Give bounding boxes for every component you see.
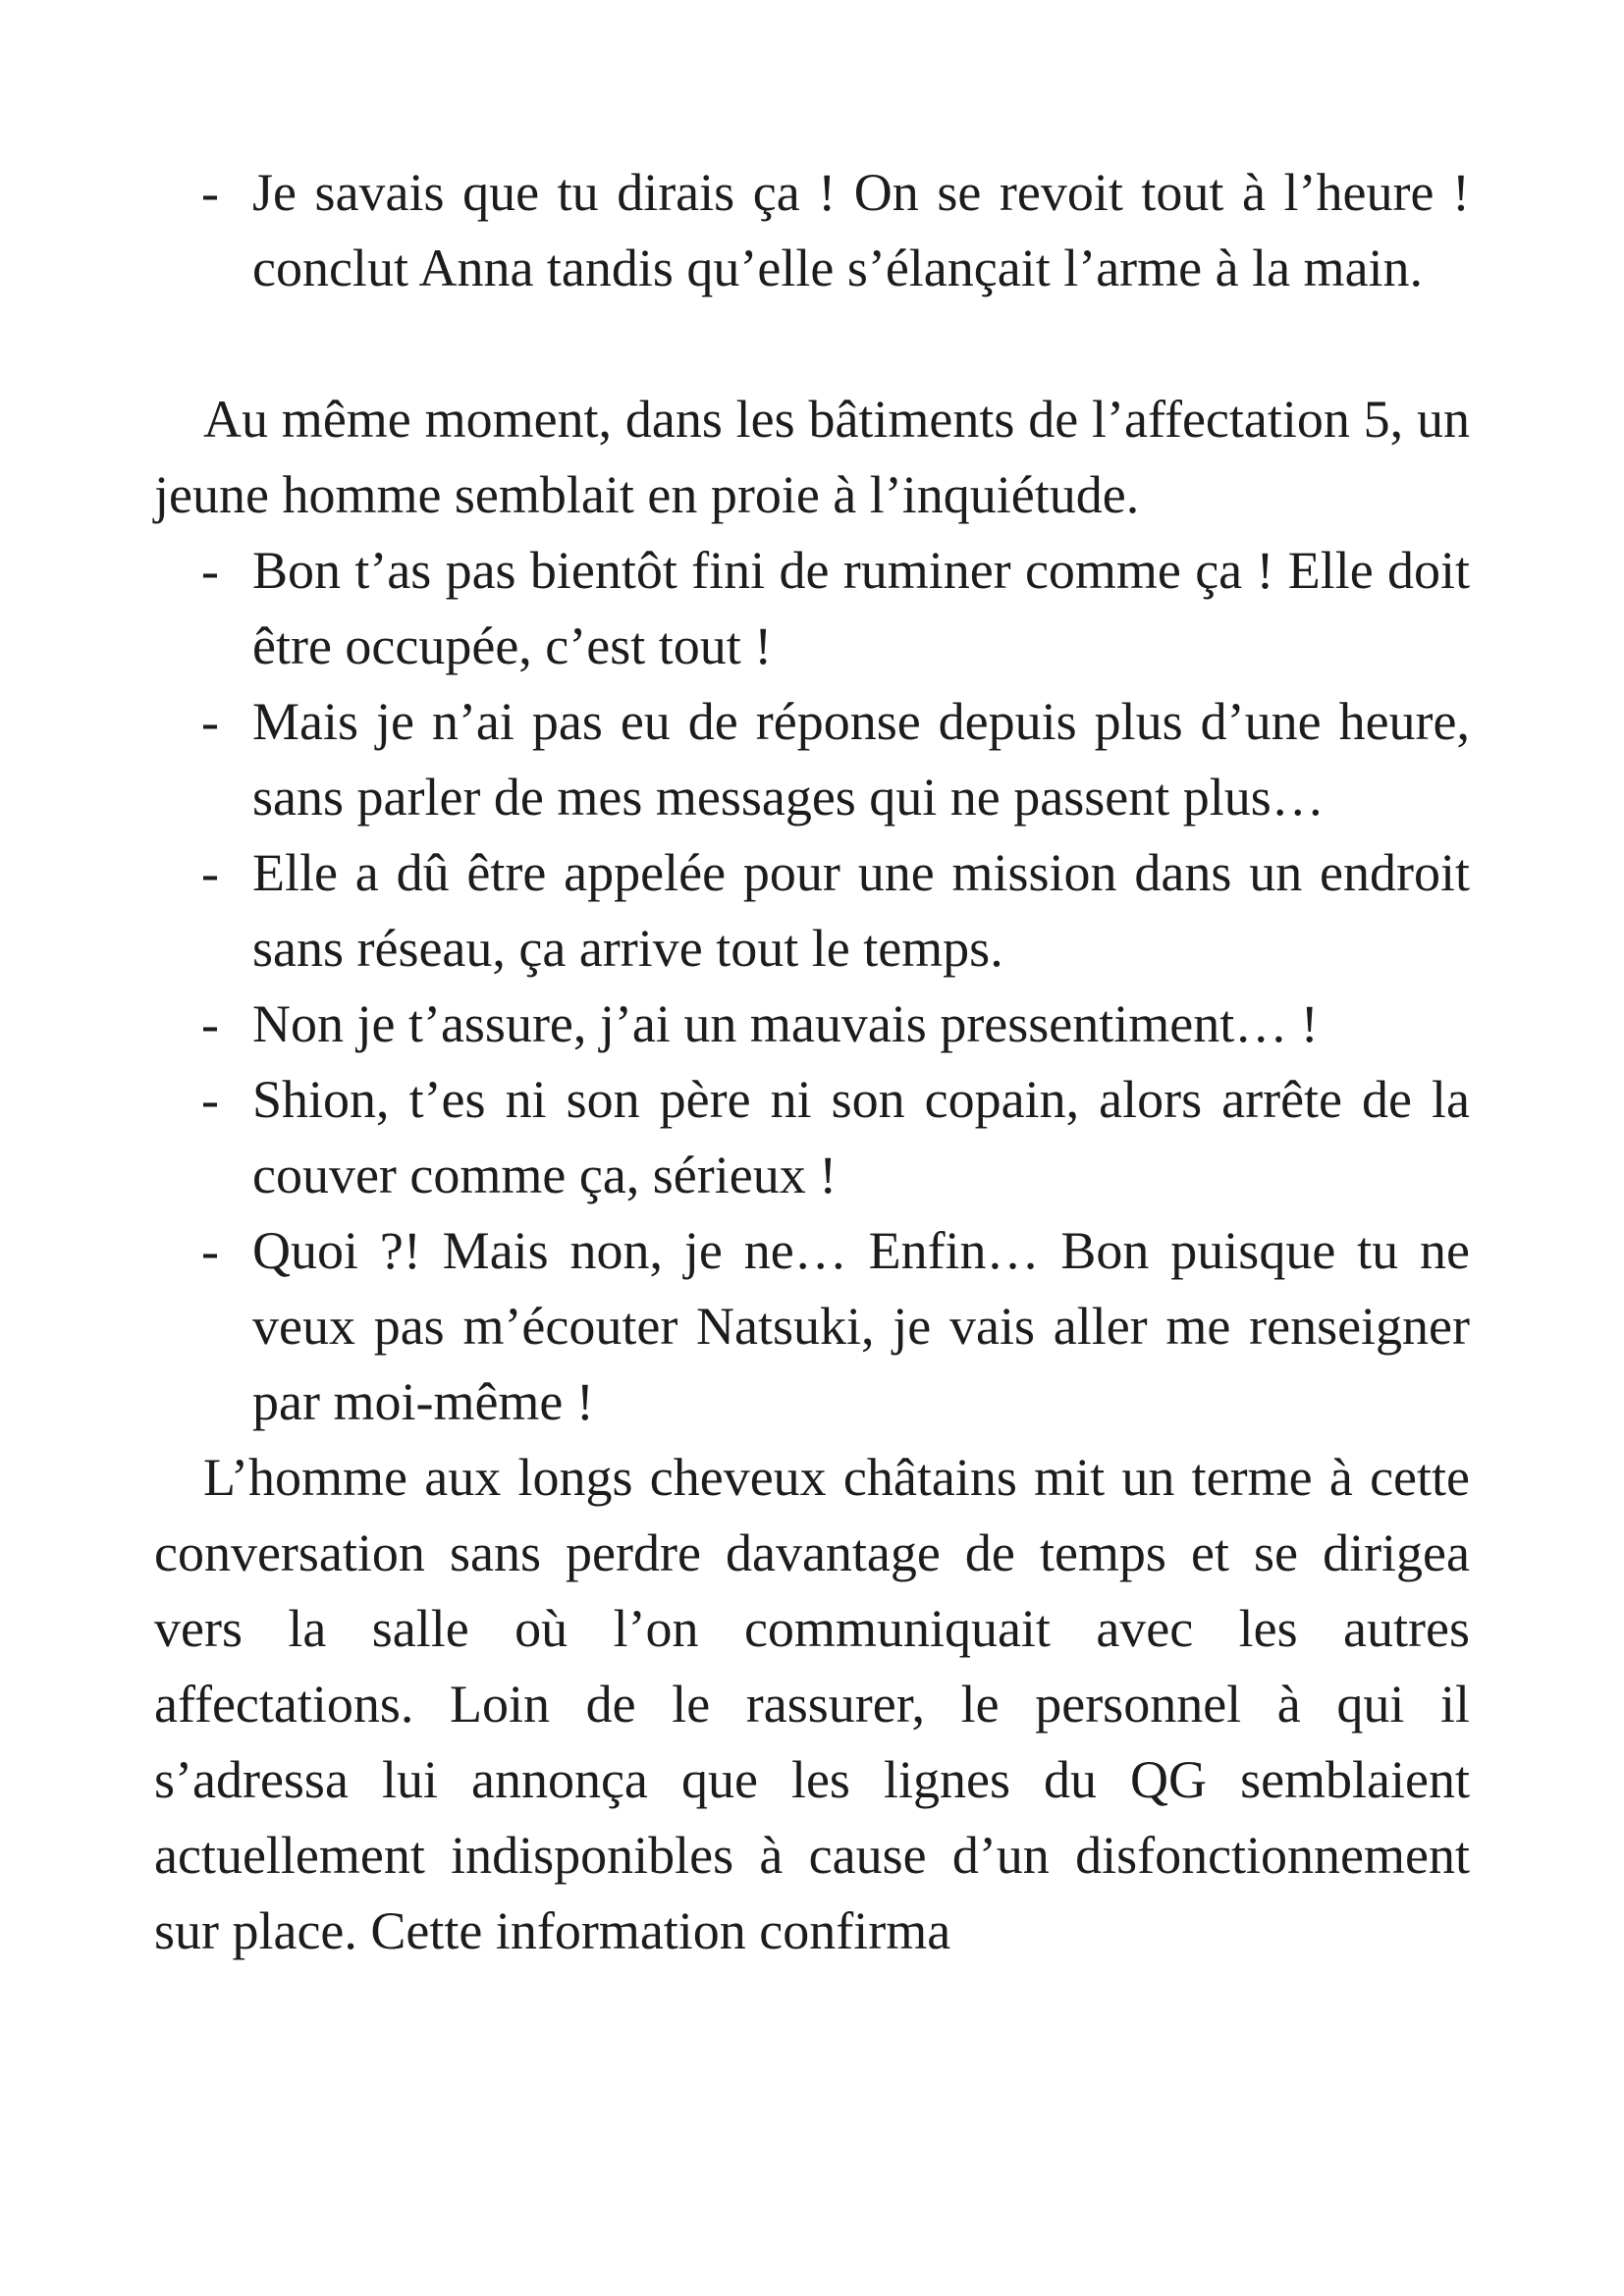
dialogue-text: Je savais que tu dirais ça ! On se revoit tout à l’heure ! conclut Anna tandis qu’elle s’élançait l’arme à la main.: [252, 163, 1470, 297]
dialogue-dash: -: [201, 994, 219, 1053]
dialogue-dash: -: [201, 692, 219, 751]
dialogue-text: Quoi ?! Mais non, je ne… Enfin… Bon puisque tu ne veux pas m’écouter Natsuki, je vais aller me renseigner par moi-même !: [252, 1221, 1470, 1431]
dialogue-text: Mais je n’ai pas eu de réponse depuis plus d’une heure, sans parler de mes messages qui ne passent plus…: [252, 692, 1470, 827]
narrative-paragraph: Au même moment, dans les bâtiments de l’affectation 5, un jeune homme semblait en proie à l’inquiétude.: [154, 390, 1470, 524]
dialogue-line: [154, 1062, 1470, 1213]
dialogue-line: [154, 1213, 1470, 1440]
dialogue-line: [154, 155, 1470, 306]
dialogue-dash: -: [201, 1221, 219, 1280]
dialogue-line: [154, 835, 1470, 987]
dialogue-text: Shion, t’es ni son père ni son copain, alors arrête de la couver comme ça, sérieux !: [252, 1070, 1470, 1204]
dialogue-text: Non je t’assure, j’ai un mauvais pressentiment… !: [252, 994, 1319, 1053]
narrative-paragraph: L’homme aux longs cheveux châtains mit un terme à cette conversation sans perdre davantage de temps et se dirigea vers la salle où l’on communiquait avec les autres affectations. Loin de le rassurer, le personnel à qui il s’adressa lui annonça que les lignes du QG semblaient actuellement indisponibles à cause d’un disfonctionnement sur place. Cette information confirma: [154, 1448, 1470, 1960]
dialogue-text: Elle a dû être appelée pour une mission dans un endroit sans réseau, ça arrive tout le temps.: [252, 843, 1470, 978]
dialogue-line: [154, 684, 1470, 835]
document-page: [154, 155, 1470, 1969]
dialogue-dash: -: [201, 1070, 219, 1129]
dialogue-dash: -: [201, 541, 219, 600]
section-break: [154, 306, 1470, 382]
dialogue-line: [154, 533, 1470, 684]
dialogue-line: [154, 987, 1470, 1062]
dialogue-text: Bon t’as pas bientôt fini de ruminer comme ça ! Elle doit être occupée, c’est tout !: [252, 541, 1470, 675]
dialogue-dash: -: [201, 163, 219, 222]
dialogue-dash: -: [201, 843, 219, 902]
